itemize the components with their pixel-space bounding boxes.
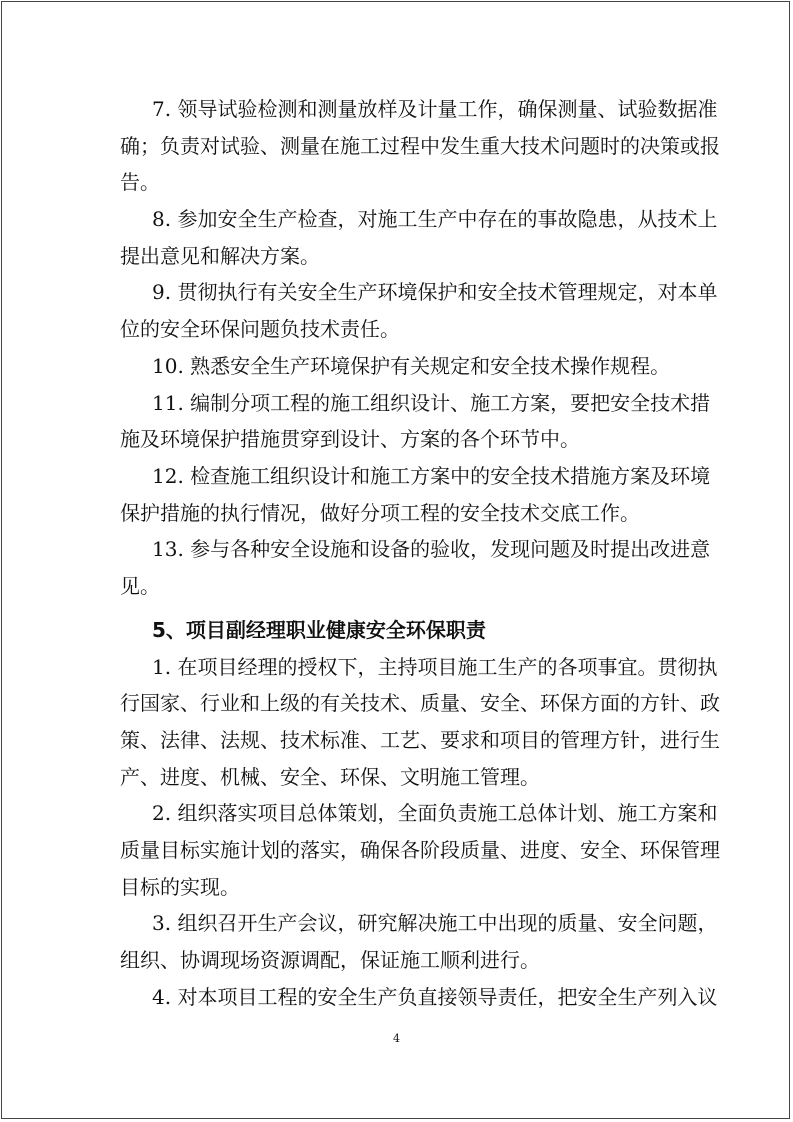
paragraph: [120, 905, 718, 978]
text-line: 策、法律、法规、技术标准、工艺、要求和项目的管理方针，进行生: [120, 728, 720, 752]
text-line: 行国家、行业和上级的有关技术、质量、安全、环保方面的方针、政: [120, 691, 720, 716]
text-line: 4. 对本项目工程的安全生产负直接领导责任，把安全生产列入议: [152, 984, 718, 1009]
text-line: 3. 组织召开生产会议，研究解决施工中出现的质量、安全问题，: [152, 911, 718, 936]
text-line: 告。: [120, 170, 160, 195]
paragraph: [120, 531, 711, 604]
text-line: 7. 领导试验检测和测量放样及计量工作，确保测量、试验数据准: [152, 97, 718, 121]
paragraph: [120, 979, 718, 1016]
text-line: 位的安全环保问题负技术责任。: [120, 317, 400, 342]
text-line: 质量目标实施计划的落实，确保各阶段质量、进度、安全、环保管理: [120, 838, 720, 863]
duties-list-5: [120, 649, 720, 1016]
page-content: [120, 91, 720, 1016]
text-line: 目标的实现。: [120, 874, 240, 899]
paragraph: [120, 201, 718, 274]
section-heading: 5、项目副经理职业健康安全环保职责: [152, 617, 486, 642]
text-line: 13. 参与各种安全设施和设备的验收，发现问题及时提出改进意: [152, 537, 711, 562]
paragraph: [120, 458, 711, 531]
text-line: 2. 组织落实项目总体策划，全面负责施工总体计划、施工方案和: [152, 801, 718, 826]
text-line: 见。: [120, 573, 160, 598]
text-line: 11. 编制分项工程的施工组织设计、施工方案，要把安全技术措: [152, 390, 711, 415]
text-line: 12. 检查施工组织设计和施工方案中的安全技术措施方案及环境: [152, 463, 711, 488]
paragraph: [120, 348, 675, 385]
text-line: 产、进度、机械、安全、环保、文明施工管理。: [120, 764, 540, 789]
paragraph: [120, 385, 711, 458]
document-page: [1, 1, 790, 1119]
text-line: 提出意见和解决方案。: [120, 243, 320, 268]
text-line: 10. 熟悉安全生产环境保护有关规定和安全技术操作规程。: [152, 353, 671, 378]
text-line: 9. 贯彻执行有关安全生产环境保护和安全技术管理规定，对本单: [152, 280, 718, 305]
paragraph: [120, 649, 720, 796]
text-line: 保护措施的执行情况，做好分项工程的安全技术交底工作。: [120, 500, 640, 525]
duties-list-4: [120, 91, 720, 605]
text-line: 8. 参加安全生产检查，对施工生产中存在的事故隐患，从技术上: [152, 207, 718, 232]
text-line: 确；负责对试验、测量在施工过程中发生重大技术问题时的决策或报: [120, 133, 720, 158]
page-number: 4: [393, 1032, 400, 1045]
paragraph: [120, 795, 720, 905]
paragraph: [120, 274, 718, 347]
text-line: 组织、协调现场资源调配，保证施工顺利进行。: [120, 948, 540, 973]
text-line: 1. 在项目经理的授权下，主持项目施工生产的各项事宜。贯彻执: [152, 654, 718, 679]
text-line: 施及环境保护措施贯穿到设计、方案的各个环节中。: [120, 427, 580, 452]
paragraph: [120, 91, 720, 201]
